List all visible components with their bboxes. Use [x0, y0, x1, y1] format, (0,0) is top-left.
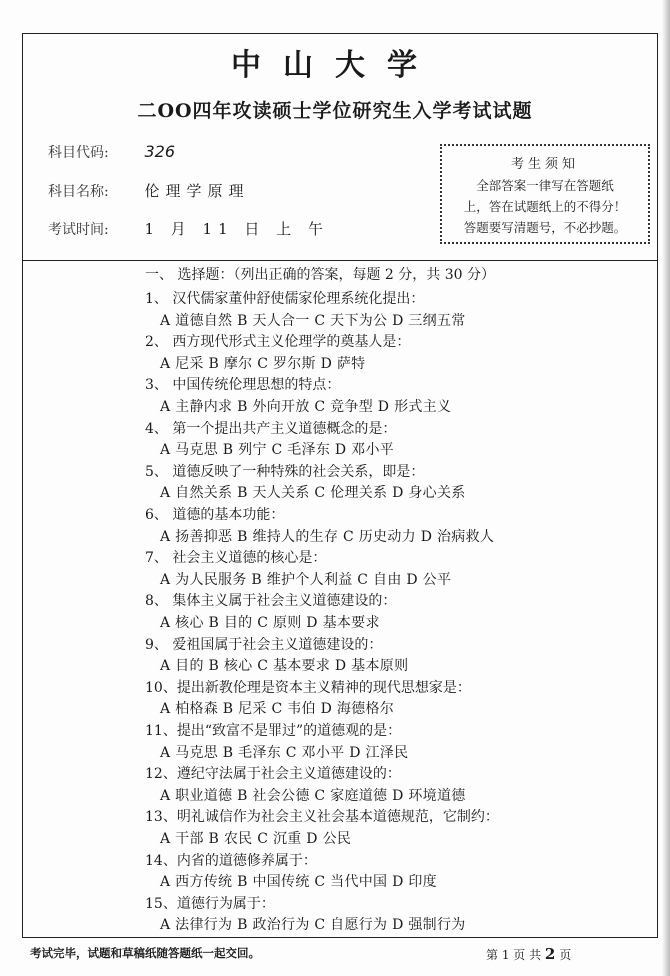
exam-title: 二OO四年攻读硕士学位研究生入学考试试题: [137, 100, 533, 122]
notice-line: 上，答在试题纸上的不得分！: [463, 199, 627, 214]
section-heading: 一、 选择题：（列出正确的答案，每题 2 分，共 30 分）: [145, 267, 495, 283]
page-prefix: 第 1 页 共: [486, 948, 542, 962]
subject-code-label: 科目代码:: [48, 145, 109, 161]
question-stem: 8、 集体主义属于社会主义道德建设的：: [145, 593, 397, 610]
candidate-notice-box: [440, 144, 650, 244]
question-options: A 自然关系 B 天人关系 C 伦理关系 D 身心关系: [160, 485, 466, 502]
question-stem: 12、遵纪守法属于社会主义道德建设的：: [145, 766, 401, 783]
subject-name-label: 科目名称:: [48, 184, 109, 200]
question-stem: 4、 第一个提出共产主义道德概念的是：: [145, 420, 397, 437]
subject-name-row: [48, 180, 249, 201]
question-options: A 柏格森 B 尼采 C 韦伯 D 海德格尔: [160, 701, 395, 718]
page-total: 2: [544, 945, 556, 963]
question-stem: 2、 西方现代形式主义伦理学的奠基人是：: [145, 334, 411, 351]
subject-name-value: 伦理学原理: [144, 182, 250, 200]
question-options: A 干部 B 农民 C 沉重 D 公民: [160, 830, 352, 847]
question-options: A 尼采 B 摩尔 C 罗尔斯 D 萨特: [160, 355, 366, 372]
question-stem: 3、 中国传统伦理思想的特点：: [145, 377, 341, 394]
scan-edge-shadow: [662, 0, 670, 976]
subject-code-row: [48, 142, 175, 162]
question-stem: 9、 爱祖国属于社会主义道德建设的：: [145, 636, 383, 653]
question-stem: 15、道德行为属于：: [145, 895, 275, 912]
question-options: A 法律行为 B 政治行为 C 自愿行为 D 强制行为: [160, 917, 466, 934]
page-indicator: [486, 945, 571, 963]
header-divider: [23, 260, 657, 261]
question-stem: 1、 汉代儒家董仲舒使儒家伦理系统化提出：: [145, 291, 425, 307]
question-options: A 西方传统 B 中国传统 C 当代中国 D 印度: [160, 874, 437, 891]
subject-code-value: 326: [144, 142, 175, 161]
question-options: A 核心 B 目的 C 原则 D 基本要求: [160, 614, 380, 631]
question-stem: 13、明礼诚信作为社会主义社会基本道德规范，它制约：: [145, 809, 499, 826]
question-options: A 马克思 B 列宁 C 毛泽东 D 邓小平: [160, 442, 395, 459]
question-stem: 6、 道德的基本功能：: [145, 507, 285, 523]
footer-note: 考试完毕，试题和草稿纸随答题纸一起交回。: [30, 946, 260, 960]
question-stem: 10、提出新教伦理是资本主义精神的现代思想家是：: [145, 679, 471, 696]
question-options: A 为人民服务 B 维护个人利益 C 自由 D 公平: [160, 571, 452, 588]
exam-time-value: 1 月 11 日 上 午: [144, 220, 329, 238]
question-options: A 扬善抑恶 B 维持人的生存 C 历史动力 D 治病救人: [160, 528, 495, 545]
notice-line: 全部答案一律写在答题纸: [476, 178, 614, 193]
question-stem: 7、 社会主义道德的核心是：: [145, 550, 327, 567]
notice-title: 考生须知: [510, 157, 579, 172]
question-options: A 马克思 B 毛泽东 C 邓小平 D 江泽民: [160, 744, 409, 761]
question-options: A 主静内求 B 外向开放 C 竞争型 D 形式主义: [160, 398, 452, 415]
question-stem: 5、 道德反映了一种特殊的社会关系，即是：: [145, 463, 425, 480]
exam-time-row: [48, 218, 329, 239]
question-options: A 职业道德 B 社会公德 C 家庭道德 D 环境道德: [160, 787, 466, 804]
question-options: A 道德自然 B 天人合一 C 天下为公 D 三纲五常: [160, 312, 466, 329]
question-stem: 11、提出“致富不是罪过”的道德观的是：: [145, 723, 402, 739]
school-name: 中山大学: [231, 48, 439, 83]
notice-line: 答题要写清题号，不必抄题。: [463, 220, 627, 235]
exam-time-label: 考试时间:: [48, 222, 109, 238]
question-stem: 14、内省的道德修养属于：: [145, 852, 317, 869]
page-suffix: 页: [559, 948, 572, 962]
question-options: A 目的 B 核心 C 基本要求 D 基本原则: [160, 658, 409, 675]
